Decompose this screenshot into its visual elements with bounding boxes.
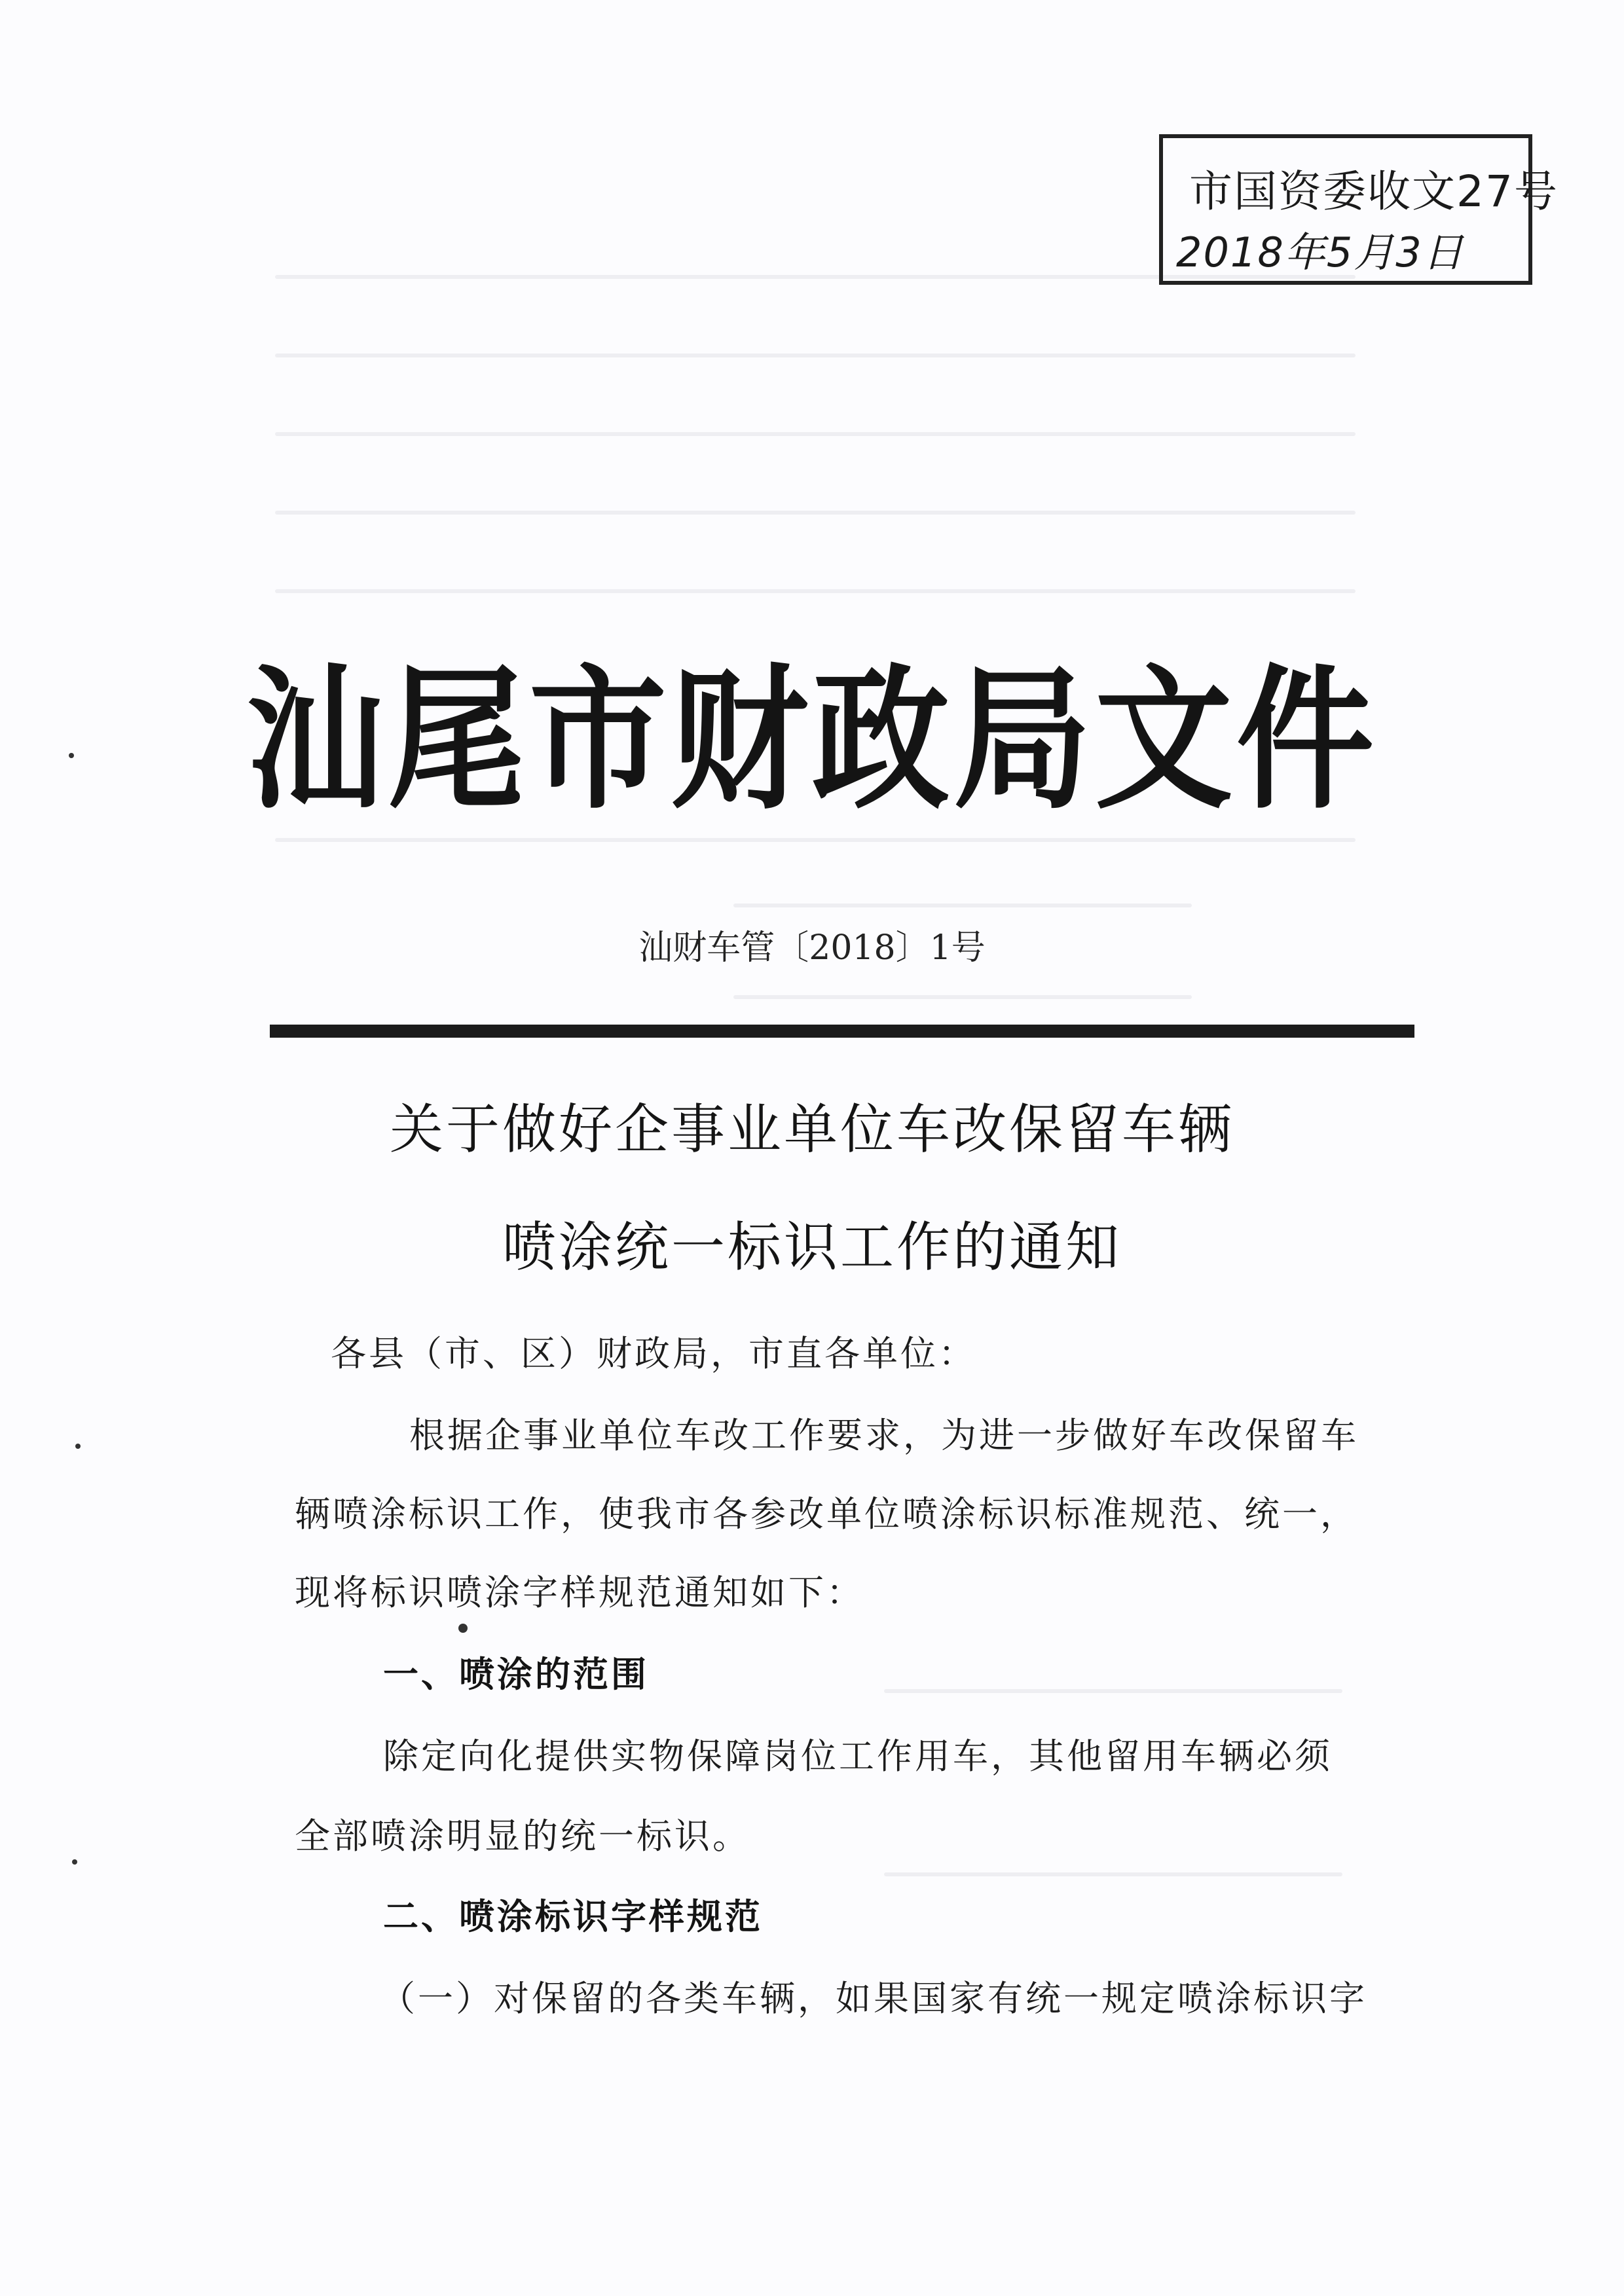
paragraph-1-line-1: 根据企事业单位车改工作要求，为进一步做好车改保留车	[409, 1415, 1359, 1456]
scan-speck	[75, 1444, 81, 1449]
paragraph-2-line-1: 除定向化提供实物保障岗位工作用车，其他留用车辆必须	[383, 1736, 1333, 1777]
document-masthead: 汕尾市财政局文件	[246, 650, 1378, 830]
paragraph-1-line-3: 现将标识喷涂字样规范通知如下：	[295, 1572, 864, 1613]
section-heading-2: 二、喷涂标识字样规范	[383, 1895, 763, 1937]
bleed-through-line	[884, 1689, 1342, 1693]
scan-speck	[458, 1624, 468, 1633]
masthead-separator-rule	[270, 1025, 1414, 1038]
stamp-date: 2018年5月3日	[1176, 228, 1465, 276]
bleed-through-line	[733, 903, 1192, 907]
section-heading-1: 一、喷涂的范围	[383, 1653, 649, 1695]
paragraph-1-line-2: 辆喷涂标识工作，使我市各参改单位喷涂标识标准规范、统一，	[295, 1493, 1358, 1535]
bleed-through-line	[275, 511, 1356, 515]
bleed-through-line	[275, 589, 1356, 593]
bleed-through-line	[275, 432, 1356, 436]
bleed-through-line	[733, 995, 1192, 999]
stamp-receipt-number: 市国资委收文27号	[1189, 166, 1559, 217]
paragraph-3-line-1: （一）对保留的各类车辆，如果国家有统一规定喷涂标识字	[380, 1978, 1367, 2019]
bleed-through-line	[275, 354, 1356, 357]
scan-speck	[69, 753, 74, 758]
receipt-stamp	[1159, 134, 1559, 285]
document-title-line-1: 关于做好企事业单位车改保留车辆	[389, 1099, 1234, 1161]
bleed-through-line	[884, 1872, 1342, 1876]
scan-speck	[72, 1859, 77, 1865]
bleed-through-line	[275, 838, 1356, 842]
paragraph-2-line-2: 全部喷涂明显的统一标识。	[295, 1815, 750, 1857]
document-number: 汕财车管〔2018〕1号	[638, 928, 986, 968]
document-title-line-2: 喷涂统一标识工作的通知	[502, 1216, 1122, 1279]
salutation: 各县（市、区）财政局，市直各单位：	[331, 1333, 976, 1374]
